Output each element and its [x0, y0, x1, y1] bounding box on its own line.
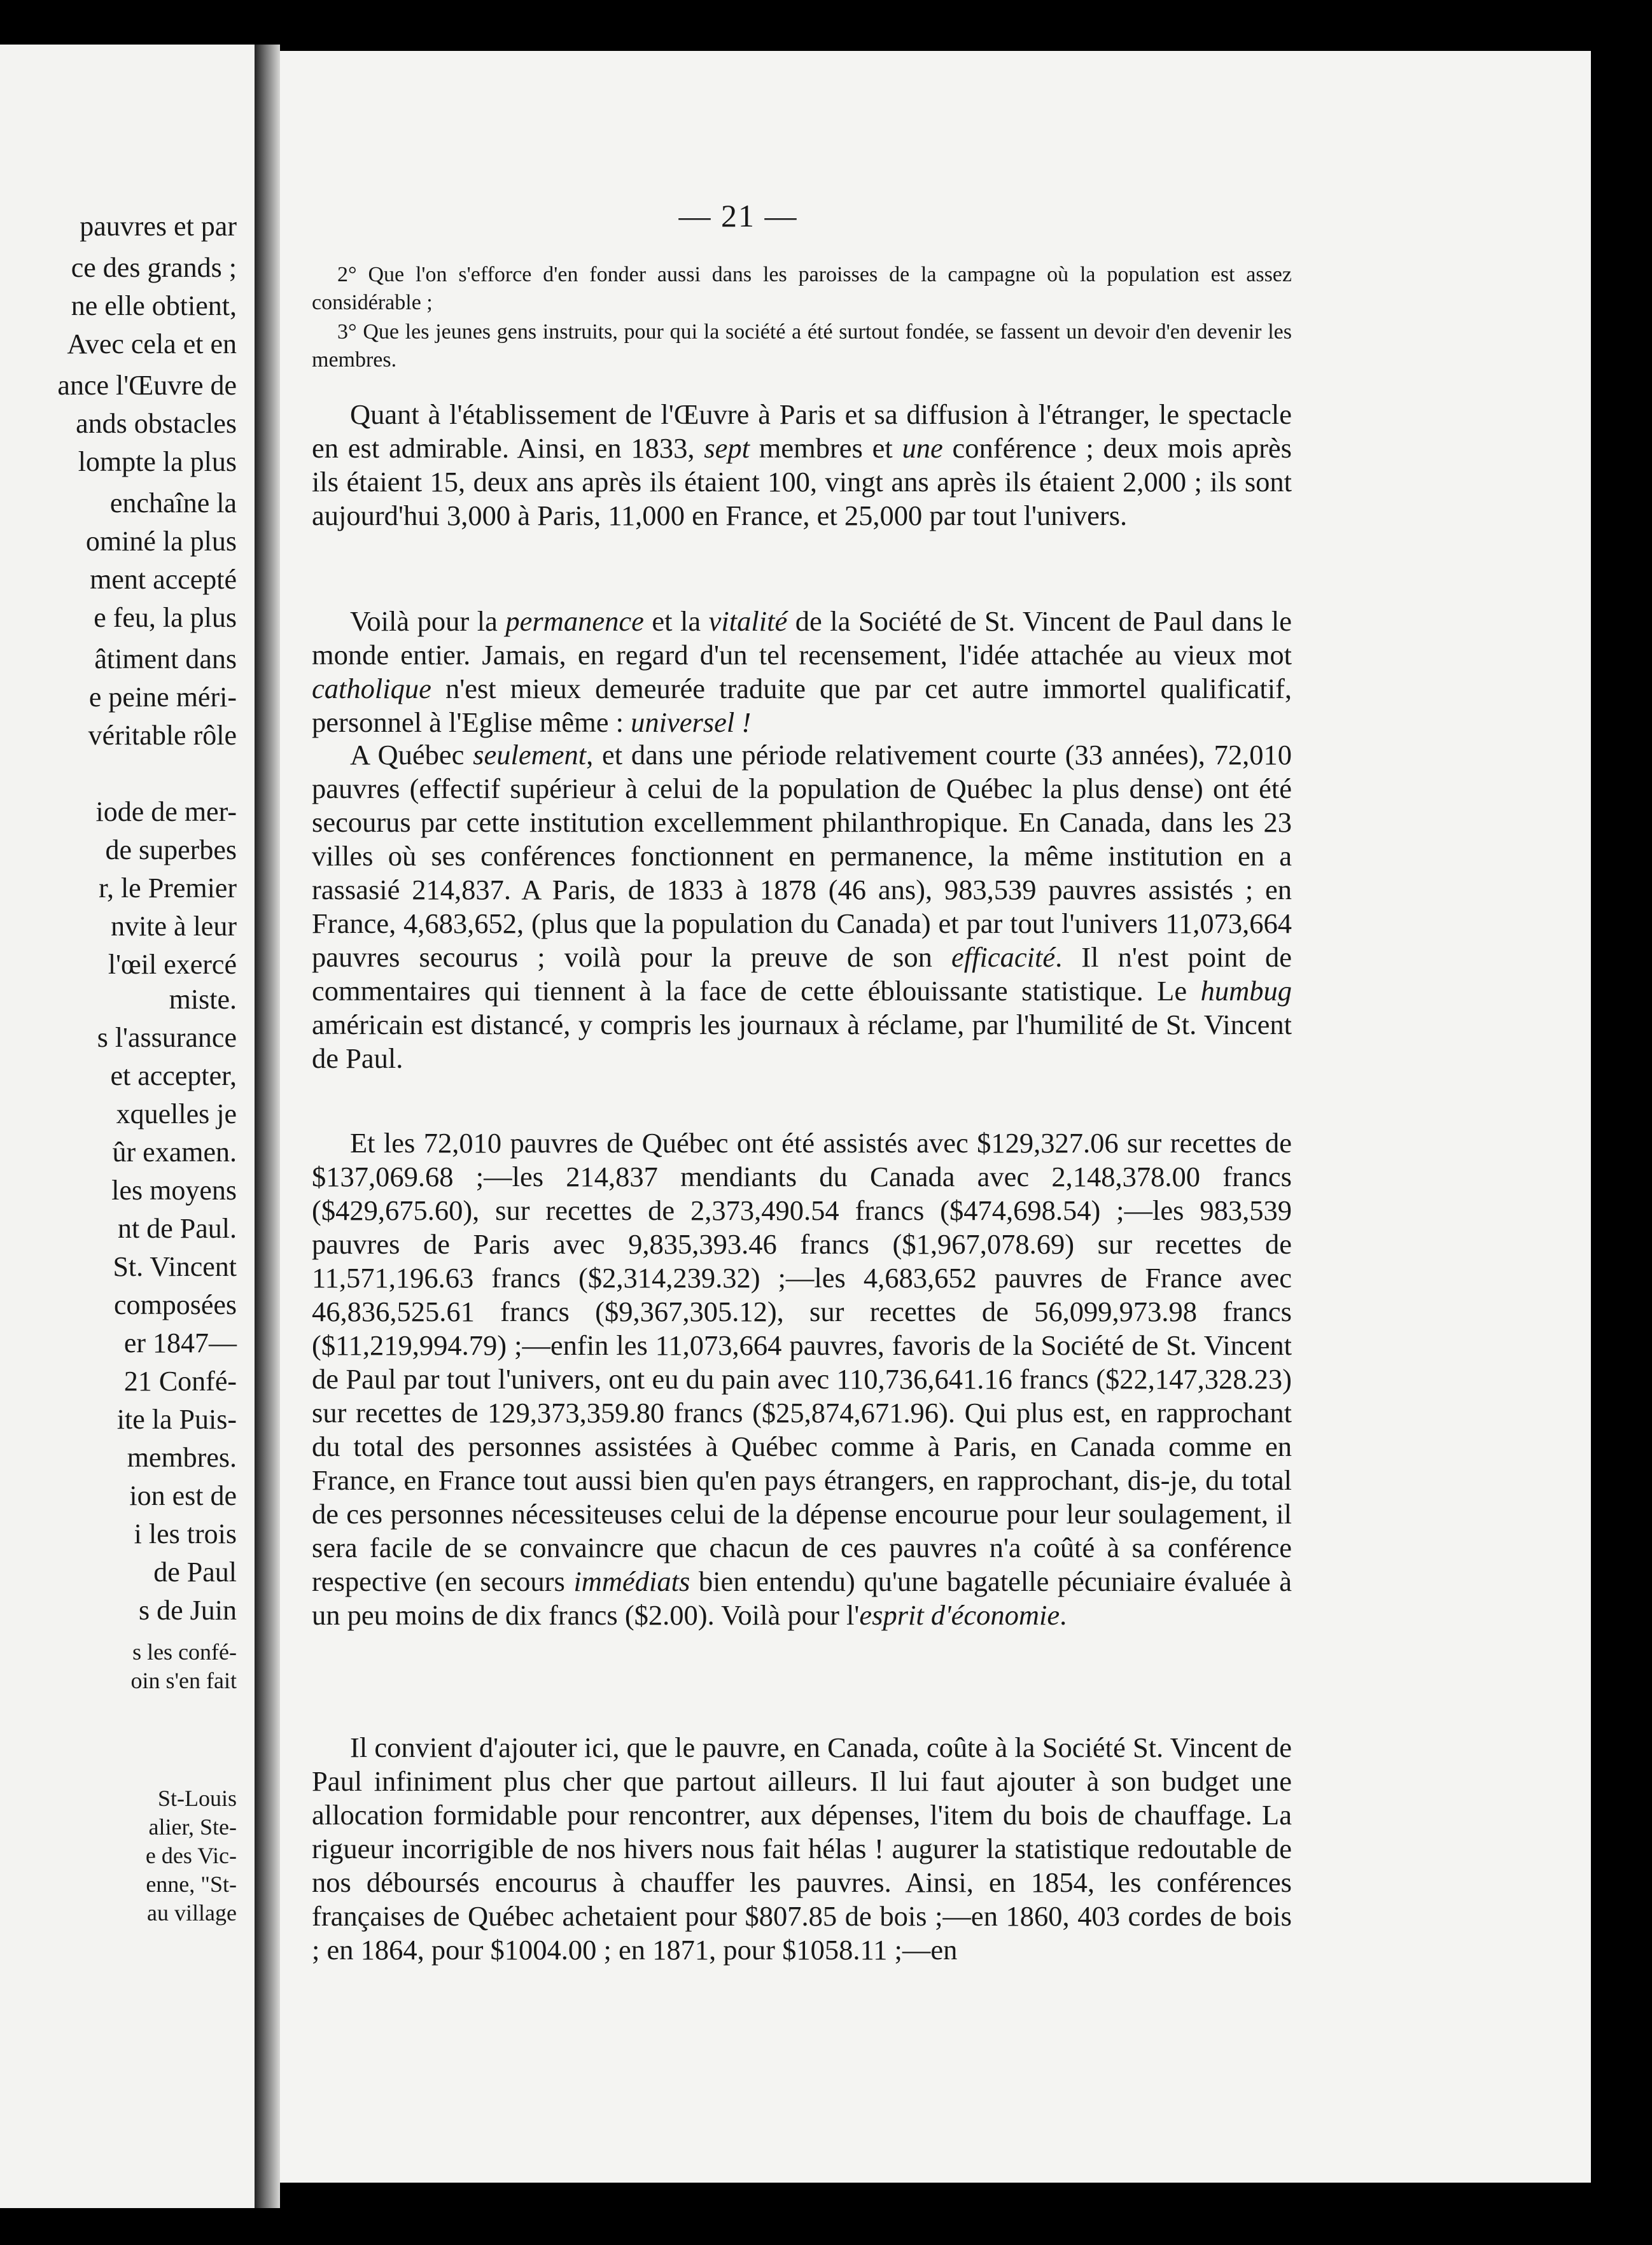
italic-run: permanence	[505, 605, 644, 637]
left-page-note-line: s les confé-	[132, 1639, 237, 1665]
left-page-line: ne elle obtient,	[71, 290, 237, 321]
italic-run: universel !	[631, 706, 752, 738]
left-page-note-line: oin s'en fait	[130, 1668, 237, 1693]
text-run: , et dans une période relativement courte (33 années), 72,010 pauvres (effectif supérieur à celui de la population de Québec la plus dense) ont été secourus par cette institution excellemment philanthropique. En Canada, dans les 23 villes où ses conférences fonctionnent en permanence, la même institution en a rassasié 214,837. A Paris, de 1833 à 1878 (46 ans), 983,539 pauvres assistés ; en France, 4,683,652, (plus que la population du Canada) et par tout l'univers 11,073,664 pauvres secourus ; voilà pour la preuve de son	[312, 739, 1292, 973]
page-number: — 21 —	[678, 198, 798, 234]
left-page-note-line: St-Louis	[157, 1786, 237, 1811]
italic-run: sept	[704, 432, 750, 464]
left-page-line: de superbes	[105, 834, 237, 865]
left-page-line: ment accepté	[90, 564, 237, 595]
text-run: bien entendu) qu'une bagatelle pécuniaire évaluée à un peu moins de dix francs ($2.00). Voilà pour l'	[312, 1565, 1292, 1631]
text-run: américain est distancé, y compris les journaux à réclame, par l'humilité de St. Vincent de Paul.	[312, 1009, 1292, 1074]
book-gutter	[255, 45, 280, 2208]
left-page-line: miste.	[169, 984, 237, 1015]
left-page-line: nt de Paul.	[118, 1213, 237, 1244]
left-page-line: l'œil exercé	[108, 949, 237, 980]
left-page-line: ominé la plus	[85, 526, 237, 557]
text-run: Voilà pour la	[350, 605, 506, 637]
italic-run: immédiats	[573, 1565, 690, 1597]
italic-run: efficacité	[951, 941, 1056, 973]
left-page-line: s de Juin	[139, 1595, 237, 1626]
text-run: et la	[643, 605, 709, 637]
left-page-line: ion est de	[129, 1480, 237, 1511]
left-page-line: Avec cela et en	[67, 328, 237, 360]
left-page-line: composées	[113, 1289, 237, 1320]
paragraph	[312, 605, 1292, 739]
italic-run: seulement	[473, 739, 587, 771]
left-page-line: r, le Premier	[99, 872, 237, 904]
text-run: n'est mieux demeurée traduite que par cet autre immortel qualificatif, personnel à l'Eglise même :	[312, 673, 1292, 738]
left-page-line: e peine méri-	[88, 682, 237, 713]
left-page-note-line: e des Vic-	[145, 1843, 237, 1868]
left-page-note-line: au village	[147, 1900, 237, 1926]
left-page-line: et accepter,	[110, 1060, 237, 1091]
text-run: membres et	[749, 432, 902, 464]
left-page-line: i les trois	[134, 1518, 237, 1549]
left-page-line: les moyens	[111, 1175, 237, 1206]
text-run: Il convient d'ajouter ici, que le pauvre, en Canada, coûte à la Société St. Vincent de Paul infiniment plus cher que partout ailleurs. Il lui faut ajouter à son budget une allocation formidable pour rencontrer, aux dépenses, l'item du bois de chauffage. La rigueur incorrigible de nos hivers nous fait hélas ! augurer la statistique redoutable de nos déboursés encourus à chauffer les pauvres. Ainsi, en 1854, les conférences françaises de Québec achetaient pour $807.85 de bois ;—en 1860, 403 cordes de bois ; en 1864, pour $1004.00 ; en 1871, pour $1058.11 ;—en	[312, 1731, 1292, 1966]
text-run: Quant à l'établissement de l'Œuvre à Paris et sa diffusion à l'étranger, le spectacle en est admirable. Ainsi, en 1833,	[312, 398, 1292, 464]
footnote-3: 3° Que les jeunes gens instruits, pour qui la société a été surtout fondée, se fassent un devoir d'en devenir les membres.	[312, 320, 1292, 372]
italic-run: une	[902, 432, 943, 464]
left-page-line: ce des grands ;	[71, 252, 237, 283]
italic-run: humbug	[1200, 975, 1292, 1007]
footnote-2: 2° Que l'on s'efforce d'en fonder aussi dans les paroisses de la campagne où la population est assez considérable ;	[312, 263, 1292, 314]
left-page-line: âtiment dans	[94, 643, 237, 675]
left-page-line: pauvres et par	[80, 211, 237, 242]
left-page-line: ance l'Œuvre de	[57, 370, 237, 401]
italic-run: esprit d'économie	[859, 1599, 1060, 1631]
left-page-line: xquelles je	[116, 1098, 237, 1129]
left-page-note-line: enne, "St-	[146, 1871, 237, 1897]
paragraph	[312, 1126, 1292, 1632]
left-page-line: er 1847—	[123, 1327, 237, 1359]
paragraph	[312, 1731, 1292, 1967]
left-page-line: lompte la plus	[78, 446, 237, 477]
italic-run: vitalité	[708, 605, 788, 637]
text-run: Et les 72,010 pauvres de Québec ont été assistés avec $129,327.06 sur recettes de $137,069.68 ;—les 214,837 mendiants du Canada avec 2,148,378.00 francs ($429,675.60), sur recettes de 2,373,490.54 francs ($474,698.54) ;—les 983,539 pauvres de Paris avec 9,835,393.46 francs ($1,967,078.69) sur recettes de 11,571,196.63 francs ($2,314,239.32) ;—les 4,683,652 pauvres de France avec 46,836,525.61 francs ($9,367,305.12), sur recettes de 56,099,973.98 francs ($11,219,994.79) ;—enfin les 11,073,664 pauvres, favoris de la Société de St. Vincent de Paul par tout l'univers, ont eu du pain avec 110,736,641.16 francs ($22,147,328.23) sur recettes de 129,373,359.80 francs ($25,874,671.96). Qui plus est, en rapprochant du total des personnes assistées à Québec comme à Paris, en Canada comme en France, en France tout aussi bien qu'en pays étrangers, en rapprochant, dis-je, du total de ces personnes nécessiteuses celui de la dépense encourue pour leur soulagement, il sera facile de se convaincre que chacun de ces pauvres n'a coûté à sa conférence respective (en secours	[312, 1127, 1292, 1597]
italic-run: catholique	[312, 673, 431, 704]
left-page-line: s l'assurance	[97, 1022, 237, 1053]
left-page-line: ands obstacles	[76, 408, 237, 439]
paragraph	[312, 398, 1292, 533]
text-run: . Il n'est point de commentaires qui tiennent à la face de cette éblouissante statistique. Le	[312, 941, 1292, 1007]
text-run: A Québec	[350, 739, 473, 771]
left-page-line: iode de mer-	[95, 796, 237, 827]
left-page-fragment	[0, 45, 255, 2208]
left-page-line: enchaîne la	[109, 487, 237, 519]
left-page-line: e feu, la plus	[94, 602, 237, 633]
left-page-note-line: alier, Ste-	[148, 1814, 237, 1840]
paragraph	[312, 738, 1292, 1075]
text-run: .	[1060, 1599, 1067, 1631]
left-page-line: véritable rôle	[88, 720, 237, 751]
left-page-line: ite la Puis-	[116, 1404, 237, 1435]
text-run: conférence ; deux mois après ils étaient 15, deux ans après ils étaient 100, vingt ans après ils étaient 2,000 ; ils sont aujourd'hui 3,000 à Paris, 11,000 en France, et 25,000 par tout l'univers.	[312, 432, 1292, 531]
left-page-line: de Paul	[153, 1556, 237, 1588]
left-page-line: membres.	[127, 1442, 237, 1473]
left-page-line: nvite à leur	[111, 911, 237, 942]
left-page-line: St. Vincent	[113, 1251, 237, 1282]
text-run: de la Société de St. Vincent de Paul dans le monde entier. Jamais, en regard d'un tel recensement, l'idée attachée au vieux mot	[312, 605, 1292, 671]
right-page	[280, 51, 1591, 2183]
left-page-line: ûr examen.	[112, 1136, 237, 1168]
left-page-line: 21 Confé-	[123, 1366, 237, 1397]
